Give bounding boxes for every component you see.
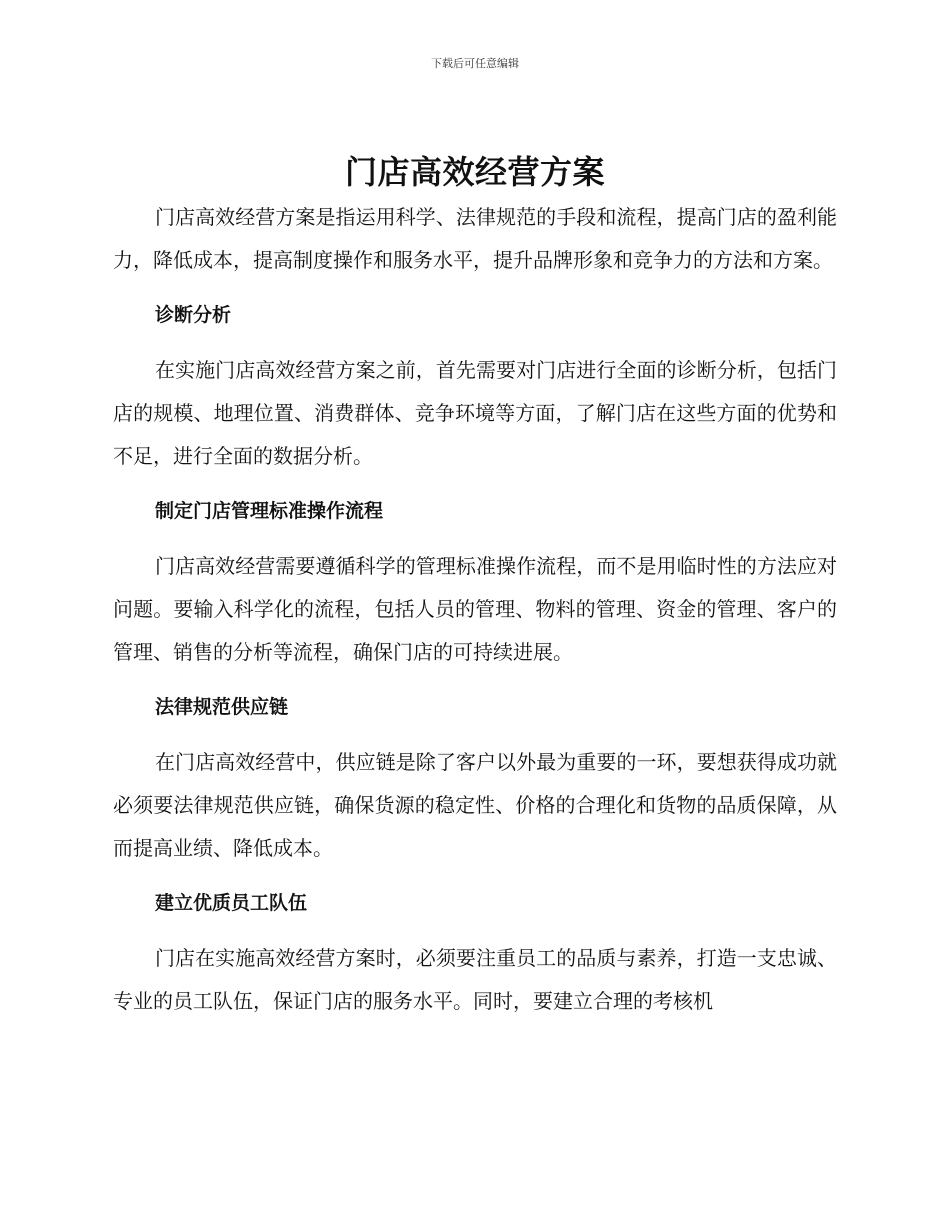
section-heading-sop: 制定门店管理标准操作流程 xyxy=(155,500,384,522)
section-body-supply-chain: 在门店高效经营中，供应链是除了客户以外最为重要的一环，要想获得成功就必须要法律规范供应链，确保货源的稳定性、价格的合理化和货物的品质保障，从而提高业绩、降低成本。 xyxy=(113,750,837,860)
section-body-staff: 门店在实施高效经营方案时，必须要注重员工的品质与素养，打造一支忠诚、专业的员工队伍，保证门店的服务水平。同时，要建立合理的考核机 xyxy=(113,946,837,1013)
document-body xyxy=(113,150,837,1023)
section-heading-diagnosis: 诊断分析 xyxy=(155,304,232,326)
section-heading-supply-chain: 法律规范供应链 xyxy=(155,696,289,718)
section-body-diagnosis: 在实施门店高效经营方案之前，首先需要对门店进行全面的诊断分析，包括门店的规模、地理位置、消费群体、竞争环境等方面，了解门店在这些方面的优势和不足，进行全面的数据分析。 xyxy=(113,358,837,468)
intro-paragraph: 门店高效经营方案是指运用科学、法律规范的手段和流程，提高门店的盈利能力，降低成本，提高制度操作和服务水平，提升品牌形象和竞争力的方法和方案。 xyxy=(113,205,837,272)
document-title: 门店高效经营方案 xyxy=(344,153,605,191)
section-heading-staff: 建立优质员工队伍 xyxy=(155,892,308,914)
page-header-note: 下载后可任意编辑 xyxy=(431,57,519,70)
section-body-sop: 门店高效经营需要遵循科学的管理标准操作流程，而不是用临时性的方法应对问题。要输入科学化的流程，包括人员的管理、物料的管理、资金的管理、客户的管理、销售的分析等流程，确保门店的可持续进展。 xyxy=(113,554,837,664)
